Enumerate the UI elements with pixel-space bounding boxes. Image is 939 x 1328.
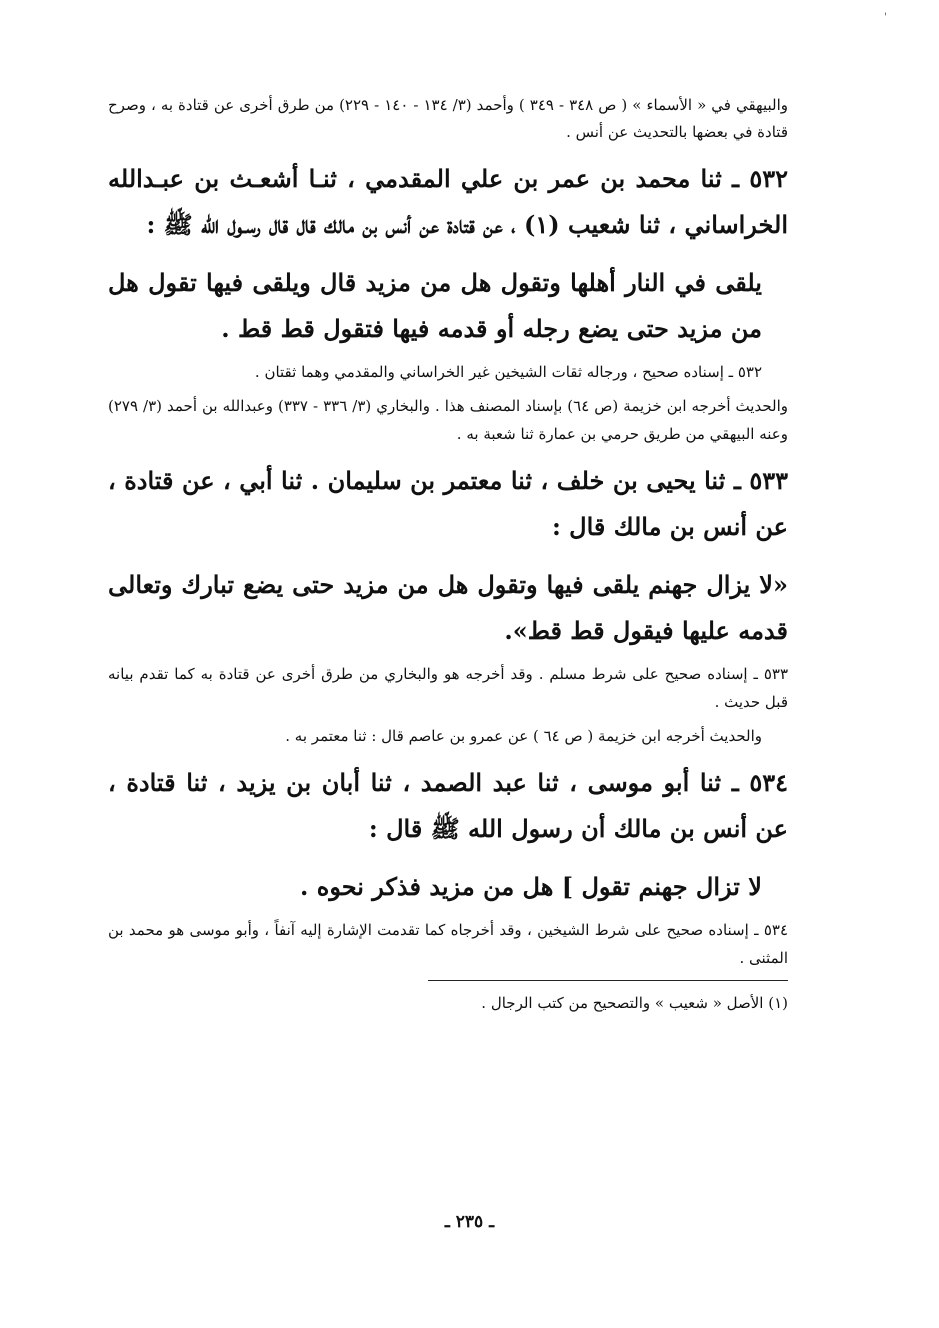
hadith-532-takhrij-2: والحديث أخرجه ابن خزيمة (ص ٦٤) بإسناد المصنف هذا . والبخاري (٣/ ٣٣٦ - ٣٣٧) وعبدالله بن أحمد (٣/ ٢٧٩) وعنه البيهقي من طريق حرمي بن عمارة ثنا شعبة به . (108, 397, 788, 443)
hadith-534-matn: لا تزال جهنم تقول ] هل من مزيد فذكر نحوه . (300, 872, 762, 901)
hadith-534-takhrij-1: ٥٣٤ ـ إسناده صحيح على شرط الشيخين ، وقد أخرجاه كما تقدمت الإشارة إليه آنفاً ، وأبو موسى هو محمد بن المثنى . (108, 921, 788, 967)
hadith-532-isnad: ٥٣٢ ـ ثنا محمد بن عمر بن علي المقدمي ، ثنـا أشعـث بن عبـدالله الخراساني ، ثنا شعيب (١) ، عن قتادة عن أنس بن مالك قال قال رسـول الله ﷺ : (108, 164, 788, 239)
hadith-532-matn: يلقى في النار أهلها وتقول هل من مزيد قال ويلقى فيها تقول هل من مزيد حتى يضع رجله أو قدمه فيها فتقول قط قط . (108, 268, 762, 343)
page-body (108, 92, 788, 1017)
page-number: ـ ٢٣٥ ـ (444, 1212, 495, 1232)
corner-mark: ' (884, 12, 887, 23)
top-note: والبيهقي في « الأسماء » ( ص ٣٤٨ - ٣٤٩ ) وأحمد (٣/ ١٣٤ - ١٤٠ - ٢٢٩) من طرق أخرى عن قتادة به ، وصرح قتادة في بعضها بالتحديث عن أنس . (108, 96, 788, 141)
footnote: (١) الأصل « شعيب » والتصحيح من كتب الرجال . (481, 994, 788, 1012)
hadith-533-takhrij-1: ٥٣٣ ـ إسناده صحيح على شرط مسلم . وقد أخرجه هو والبخاري من طرق أخرى عن قتادة به كما تقدم بيانه قبل حديث . (108, 665, 788, 711)
hadith-533-matn: «لا يزال جهنم يلقى فيها وتقول هل من مزيد حتى يضع تبارك وتعالى قدمه عليها فيقول قط قط». (108, 570, 788, 645)
hadith-533-isnad: ٥٣٣ ـ ثنا يحيى بن خلف ، ثنا معتمر بن سليمان . ثنا أبي ، عن قتادة ، عن أنس بن مالك قال : (108, 466, 788, 541)
footnote-separator (428, 980, 788, 981)
hadith-533-takhrij-2: والحديث أخرجه ابن خزيمة ( ص ٦٤ ) عن عمرو بن عاصم قال : ثنا معتمر به . (285, 727, 762, 745)
hadith-534-isnad: ٥٣٤ ـ ثنا أبو موسى ، ثنا عبد الصمد ، ثنا أبان بن يزيد ، ثنا قتادة ، عن أنس بن مالك أن رسول الله ﷺ قال : (108, 768, 788, 843)
hadith-532-takhrij-1: ٥٣٢ ـ إسناده صحيح ، ورجاله ثقات الشيخين غير الخراساني والمقدمي وهما ثقتان . (254, 363, 762, 381)
